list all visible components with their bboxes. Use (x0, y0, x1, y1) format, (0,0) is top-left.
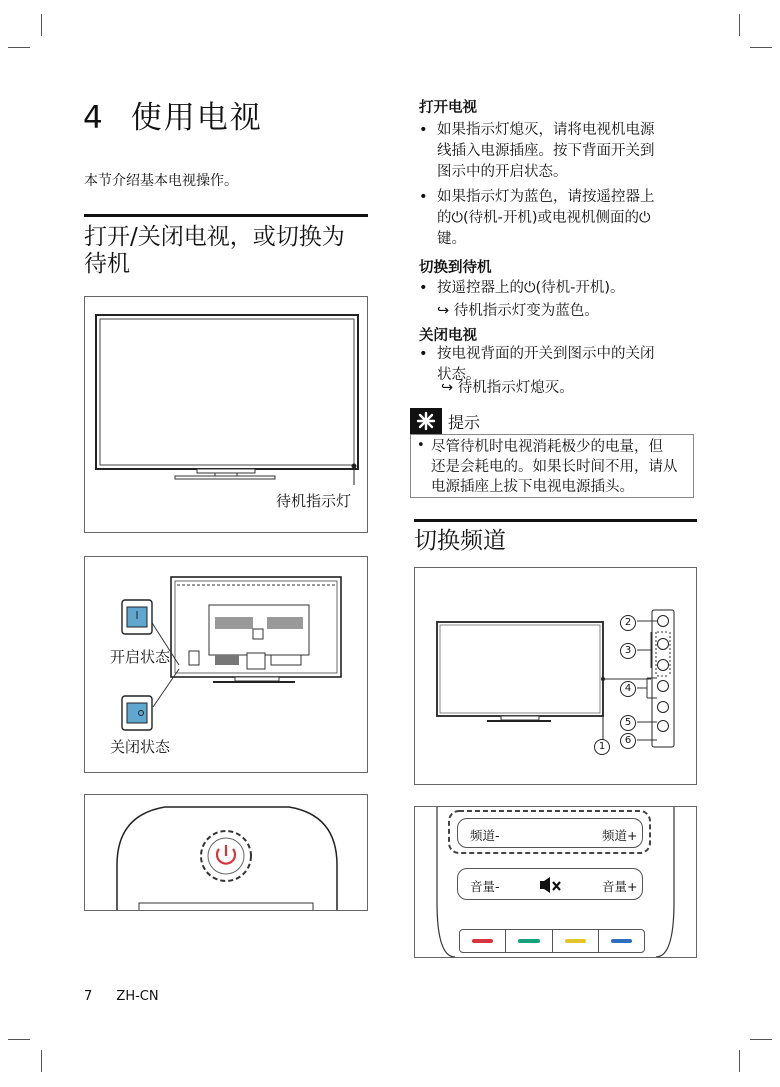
result-arrow-icon: ↪ (441, 380, 454, 396)
channel-down-button[interactable]: 频道- (470, 828, 500, 843)
bullet-line: 按遥控器上的⏻(待机-开机)。 (437, 280, 625, 296)
tip-line: 电源插座上拔下电视电源插头。 (431, 479, 634, 495)
bullet-line: 线插入电源插座。按下背面开关到 (437, 143, 655, 159)
crop-mark (8, 47, 30, 48)
bullet-icon: • (419, 346, 428, 362)
crop-mark (739, 14, 740, 36)
standby-indicator-label: 待机指示灯 (276, 492, 352, 510)
section-rule (84, 214, 368, 217)
callout-5: 5 (620, 715, 636, 731)
crop-mark (41, 14, 42, 36)
bullet-line: 键。 (437, 231, 466, 247)
standby-result (437, 299, 599, 320)
section-rule (414, 519, 697, 522)
page-number: 7 (84, 989, 93, 1004)
tv-power-key-illustration (85, 795, 367, 910)
result-text: 待机指示灯熄灭。 (457, 380, 574, 396)
crop-mark (739, 1050, 740, 1072)
section-title-line: 待机 (84, 251, 130, 277)
volume-down-button[interactable]: 音量- (470, 879, 500, 894)
chapter-number: 4 (83, 100, 105, 136)
callout-1: 1 (594, 739, 610, 755)
switch-off-label: 关闭状态 (110, 738, 171, 756)
turn-off-result (441, 376, 574, 397)
yellow-key[interactable] (553, 930, 599, 952)
chapter-heading (83, 92, 263, 137)
bullet-icon: • (419, 189, 428, 205)
bullet-line: 按电视背面的开关到图示中的关闭 (437, 346, 655, 362)
channel-up-button[interactable]: 频道+ (602, 828, 638, 843)
bullet-line: 如果指示灯为蓝色，请按遥控器上 (437, 189, 655, 205)
tip-icon (410, 408, 442, 434)
green-key[interactable] (506, 930, 552, 952)
tv-power-key-figure (84, 794, 368, 911)
chapter-title: 使用电视 (130, 100, 263, 136)
result-text: 待机指示灯变为蓝色。 (453, 303, 599, 319)
channel-side-keys-illustration (415, 568, 696, 784)
bullet-icon: • (419, 280, 428, 296)
bullet-line: 图示中的开启状态。 (437, 164, 568, 180)
bullet-icon: • (417, 438, 425, 453)
tip-title: 提示 (448, 413, 481, 432)
switch-on-label: 开启状态 (110, 648, 171, 666)
remote-figure (414, 806, 697, 958)
crop-mark (41, 1050, 42, 1072)
tip-box (410, 434, 694, 498)
mute-icon[interactable] (538, 876, 564, 894)
callout-3: 3 (620, 643, 636, 659)
turn-on-heading: 打开电视 (419, 100, 477, 116)
page-footer (84, 989, 159, 1004)
callout-6: 6 (620, 733, 636, 749)
blue-key[interactable] (599, 930, 644, 952)
volume-button-row (457, 868, 643, 900)
result-arrow-icon: ↪ (437, 303, 450, 319)
tip-text (431, 437, 678, 497)
channel-side-keys-figure (414, 567, 697, 785)
crop-mark (750, 1039, 772, 1040)
color-keys (459, 929, 645, 953)
tip-line: 尽管待机时电视消耗极少的电量，但 (431, 439, 663, 455)
volume-up-button[interactable]: 音量+ (602, 879, 638, 894)
turn-off-heading: 关闭电视 (419, 328, 477, 344)
bullet-line: 的⏻(待机-开机)或电视机侧面的⏻ (437, 210, 651, 226)
section-title (84, 224, 345, 278)
callout-4: 4 (620, 681, 636, 697)
section-title: 切换频道 (414, 528, 506, 554)
language-code: ZH-CN (116, 989, 159, 1004)
standby-indicator-dot (352, 464, 357, 469)
red-key[interactable] (460, 930, 506, 952)
channel-button-row (457, 818, 643, 848)
standby-heading: 切换到待机 (419, 260, 492, 276)
bullet-line: 如果指示灯熄灭，请将电视机电源 (437, 122, 655, 138)
section-title-line: 打开/关闭电视，或切换为 (84, 224, 345, 250)
tip-line: 还是会耗电的。如果长时间不用，请从 (431, 459, 678, 475)
intro-text: 本节介绍基本电视操作。 (84, 173, 238, 189)
crop-mark (750, 47, 772, 48)
bullet-icon: • (419, 122, 428, 138)
callout-2: 2 (620, 615, 636, 631)
bullet-line: 状态。 (437, 367, 481, 383)
crop-mark (8, 1039, 30, 1040)
